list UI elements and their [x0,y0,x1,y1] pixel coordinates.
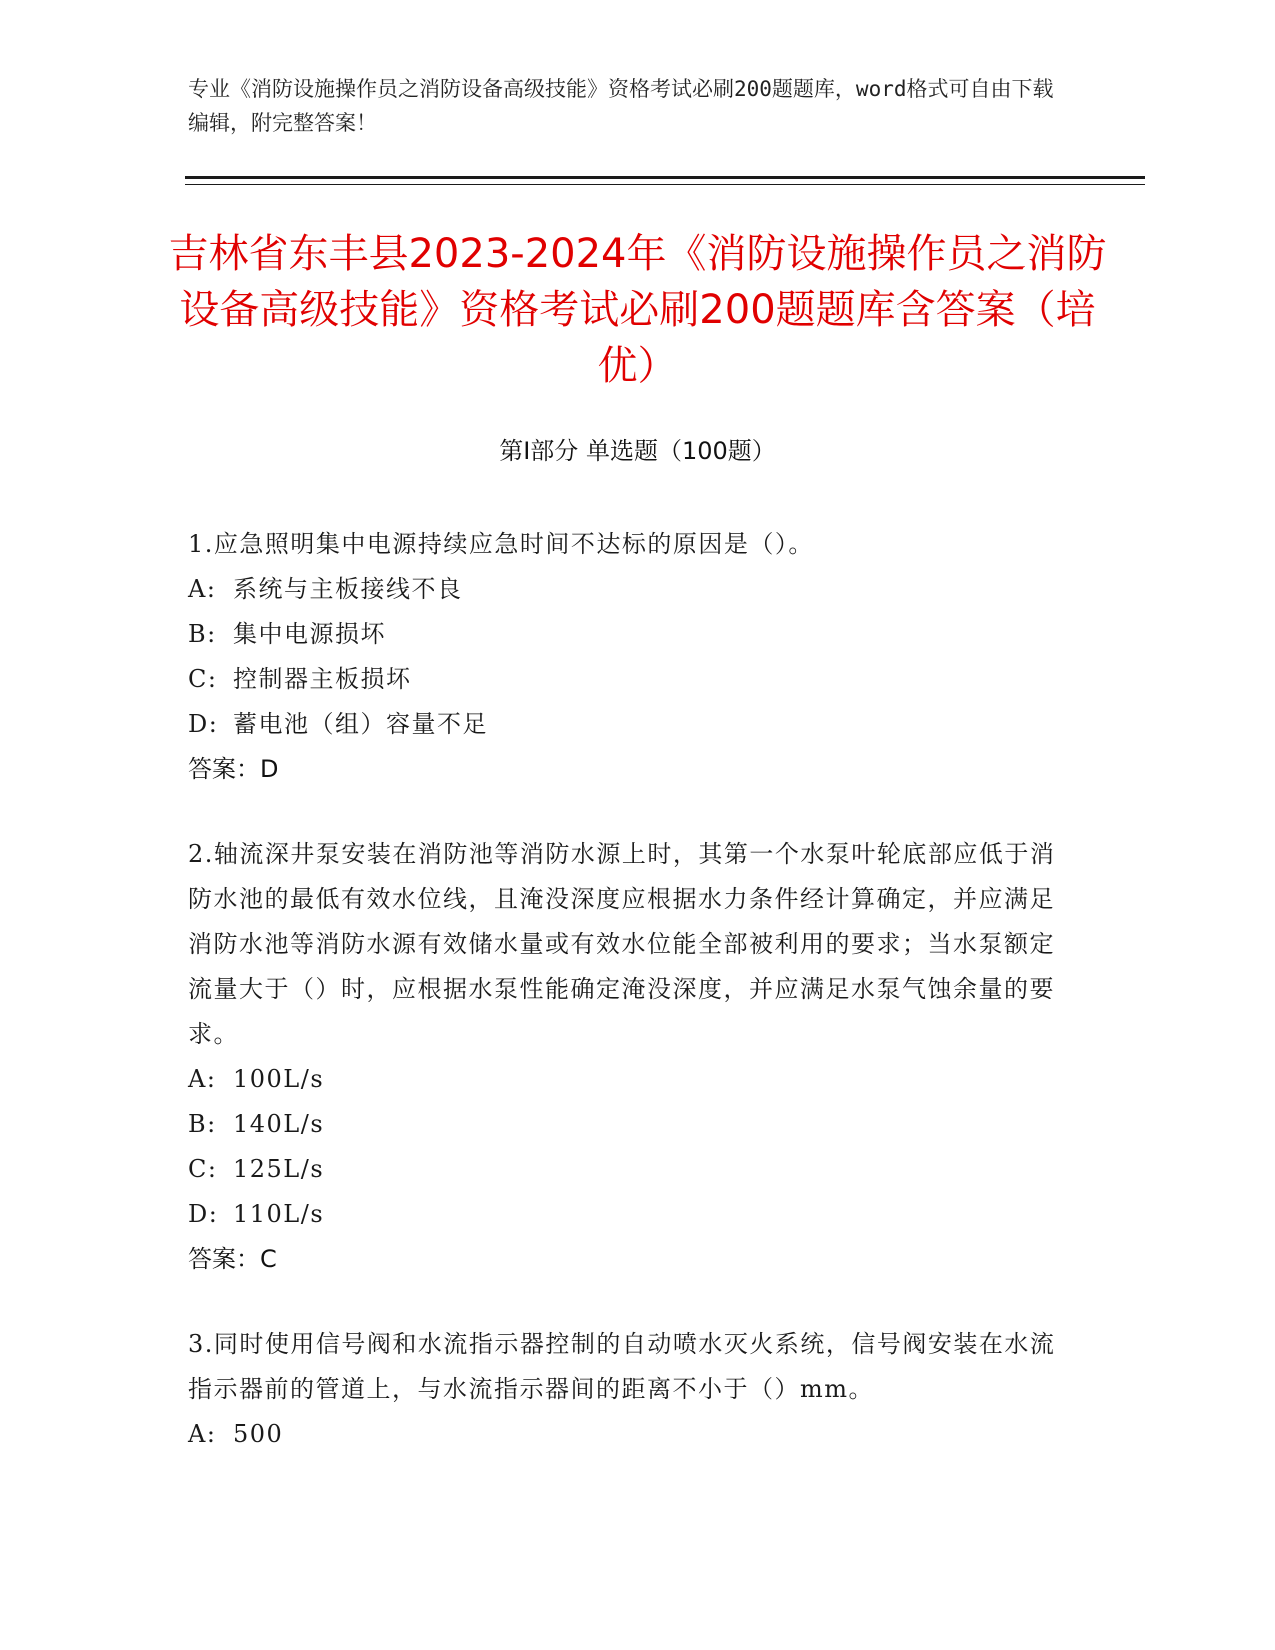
option-b [188,612,1058,657]
option-letter: C: [188,665,218,693]
option-letter: A: [188,575,217,603]
section-heading: 第Ⅰ部分 单选题（100题） [499,437,776,465]
header-note: 专业《消防设施操作员之消防设备高级技能》资格考试必刷200题题库，word格式可自由下载编辑，附完整答案！ [188,77,1054,135]
option-letter: C: [188,1155,218,1183]
question-text: 3.同时使用信号阀和水流指示器控制的自动喷水灭火系统，信号阀安装在水流指示器前的管道上，与水流指示器间的距离不小于（）mm。 [188,1330,1056,1403]
option-c [188,657,1058,702]
option-text: 500 [233,1420,284,1448]
option-a [188,567,1058,612]
option-text: 110L/s [233,1200,325,1228]
option-letter: D: [188,1200,219,1228]
option-letter: A: [188,1065,217,1093]
option-letter: D: [188,710,219,738]
option-text: 蓄电池（组）容量不足 [233,710,488,738]
option-letter: A: [188,1420,217,1448]
option-letter: B: [188,620,217,648]
option-d [188,702,1058,747]
option-text: 100L/s [233,1065,325,1093]
option-text: 控制器主板损坏 [233,665,412,693]
question-3 [188,1322,1058,1457]
option-a [188,1412,1058,1457]
option-text: 125L/s [233,1155,325,1183]
question-1 [188,522,1058,792]
option-text: 140L/s [233,1110,325,1138]
option-b [188,1102,1058,1147]
question-text: 1.应急照明集中电源持续应急时间不达标的原因是（）。 [188,530,814,558]
option-text: 系统与主板接线不良 [233,575,463,603]
option-letter: B: [188,1110,217,1138]
option-c [188,1147,1058,1192]
document-title: 吉林省东丰县2023-2024年《消防设施操作员之消防设备高级技能》资格考试必刷200题题库含答案（培优） [168,231,1107,389]
option-text: 集中电源损坏 [233,620,386,648]
option-a [188,1057,1058,1102]
answer-line: 答案：C [188,1245,277,1273]
header-rule-thick [185,176,1145,179]
question-text: 2.轴流深井泵安装在消防池等消防水源上时，其第一个水泵叶轮底部应低于消防水池的最低有效水位线，且淹没深度应根据水力条件经计算确定，并应满足消防水池等消防水源有效储水量或有效水位能全部被利用的要求；当水泵额定流量大于（）时，应根据水泵性能确定淹没深度，并应满足水泵气蚀余量的要求。 [188,840,1056,1048]
answer-line: 答案：D [188,755,279,783]
option-d [188,1192,1058,1237]
header-rule-thin [185,184,1145,185]
question-list [188,522,1058,1497]
question-2 [188,832,1058,1282]
